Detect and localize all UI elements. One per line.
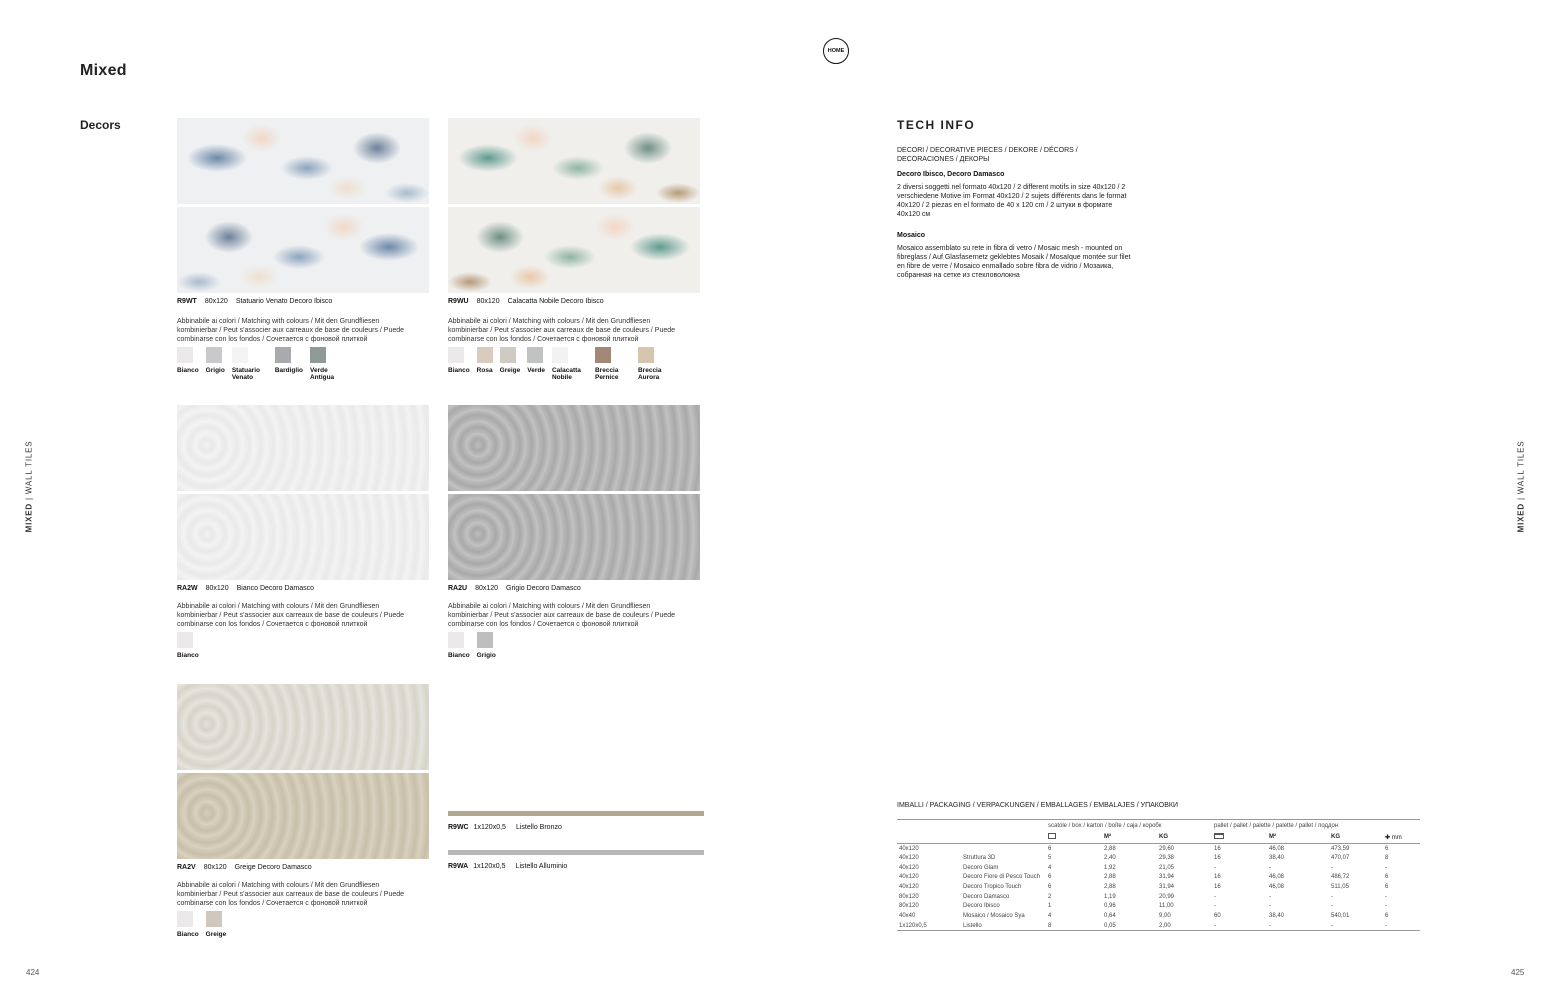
swatch-label: Bianco (448, 367, 470, 374)
tech-category: DECORI / DECORATIVE PIECES / DEKORE / DÉCORS / DECORACIONES / ДЕКОРЫ (897, 147, 1078, 163)
table-cell: - (1269, 903, 1271, 910)
swatch-chip (206, 347, 222, 363)
thickness-icon: ✚ (1385, 834, 1391, 841)
page-number-left: 424 (26, 968, 40, 977)
swatch-label: Bianco (177, 652, 199, 659)
table-cell (961, 844, 1046, 854)
swatch-list (177, 632, 206, 659)
table-cell: 16 (1214, 884, 1221, 891)
product-code-line (177, 585, 314, 592)
table-cell: 6 (1385, 913, 1389, 920)
side-label-rest: | WALL TILES (24, 440, 34, 504)
swatch-list (448, 347, 681, 381)
pallet-icon (1214, 833, 1224, 839)
table-cell: Mosaico / Mosaico Sya (963, 913, 1025, 920)
tile-image (448, 405, 700, 491)
page-title: Mixed (80, 62, 127, 79)
product-card-r9wu (448, 118, 700, 293)
table-cell: 2,00 (1157, 921, 1212, 931)
table-row (897, 873, 1420, 883)
product-size: 80x120 (476, 298, 500, 305)
product-size: 80x120 (475, 585, 499, 592)
color-swatch (552, 347, 588, 381)
product-name: Statuario Venato Decoro Ibisco (235, 298, 333, 305)
swatch-chip (527, 347, 543, 363)
mosaic-heading: Mosaico (897, 232, 926, 239)
tile-image (448, 207, 700, 293)
table-cell: 5 (1048, 855, 1052, 862)
table-cell: - (1267, 921, 1329, 931)
color-swatch (206, 911, 227, 938)
table-cell: - (1331, 893, 1333, 900)
table-cell: 2,88 (1104, 845, 1116, 852)
table-cell: - (1329, 921, 1383, 931)
product-code: RA2U (448, 585, 468, 592)
product-name: Bianco Decoro Damasco (236, 585, 315, 592)
product-card-ra2u (448, 405, 700, 580)
swatch-label: Breccia Aurora (637, 367, 662, 381)
swatch-label: Verde Antigua (309, 367, 335, 381)
product-size: 80x120 (204, 298, 228, 305)
table-cell: Decoro Glam (963, 864, 999, 871)
table-cell: 473,59 (1331, 845, 1350, 852)
col-mm: mm (1391, 834, 1402, 841)
swatch-list (177, 347, 353, 381)
color-swatch (638, 347, 674, 381)
product-code-line (448, 298, 604, 305)
table-cell: Decoro Fiore di Pesco Touch (963, 874, 1040, 881)
table-cell: 29,38 (1159, 855, 1175, 862)
table-cell: 2,88 (1104, 874, 1116, 881)
color-swatch (527, 347, 545, 381)
table-cell: 8 (1385, 855, 1389, 862)
table-cell: - (1269, 893, 1271, 900)
table-cell: Decoro Damasco (963, 893, 1010, 900)
tile-image (448, 118, 700, 204)
product-code-line (448, 585, 581, 592)
table-cell: 29,60 (1159, 845, 1175, 852)
table-cell: 2,88 (1104, 884, 1116, 891)
swatch-label: Grigio (476, 652, 496, 659)
swatch-label: Grigio (205, 367, 225, 374)
tile-image (177, 207, 429, 293)
swatch-label: Statuario Venato (231, 367, 260, 381)
swatch-label: Breccia Pernice (594, 367, 619, 381)
product-name: Grigio Decoro Damasco (506, 585, 581, 592)
product-size: 80x120 (205, 585, 229, 592)
product-code: R9WT (177, 298, 197, 305)
product-size: 80x120 (203, 864, 227, 871)
product-code-line (177, 298, 332, 305)
swatch-chip (177, 347, 193, 363)
table-cell: - (1331, 903, 1333, 910)
table-cell: 1,92 (1104, 864, 1116, 871)
swatch-list (177, 911, 233, 938)
table-cell: 16 (1214, 855, 1221, 862)
swatch-chip (638, 347, 654, 363)
matching-text: Abbinabile ai colori / Matching with colours / Mit den Grundfliesen kombinierbar / Peut s'associer aux carreaux de base de couleurs / Puede combinarse con los fondos / Сочетается с фоновой плиткой (448, 318, 676, 343)
product-name: Listello Bronzo (515, 824, 562, 831)
table-cell: 0,96 (1104, 903, 1116, 910)
table-cell: - (1331, 864, 1333, 871)
color-swatch (177, 347, 199, 381)
listello-code-line (448, 824, 562, 831)
table-row (897, 892, 1420, 902)
table-cell: 80x120 (899, 903, 919, 910)
table-cell: 40x120 (899, 864, 919, 871)
table-cell: 21,05 (1159, 864, 1175, 871)
swatch-label: Bardiglio (274, 367, 303, 374)
product-code: R9WU (448, 298, 469, 305)
product-code: R9WC (448, 824, 469, 831)
col-m2: M² (1267, 832, 1329, 844)
table-cell: - (1383, 921, 1420, 931)
section-subtitle: Decors (80, 118, 121, 132)
swatch-chip (595, 347, 611, 363)
product-card-r9wt (177, 118, 429, 293)
tile-image (177, 773, 429, 859)
color-swatch (477, 632, 496, 659)
tile-image (177, 494, 429, 580)
swatch-chip (448, 347, 464, 363)
side-label-right (1517, 437, 1526, 537)
table-cell: 470,07 (1331, 855, 1350, 862)
color-swatch (275, 347, 303, 381)
product-name: Calacatta Nobile Decoro Ibisco (507, 298, 604, 305)
product-code-line (177, 864, 312, 871)
swatch-chip (206, 911, 222, 927)
color-swatch (500, 347, 521, 381)
matching-text: Abbinabile ai colori / Matching with colours / Mit den Grundfliesen kombinierbar / Peut s'associer aux carreaux de base de couleurs / Puede combinarse con los fondos / Сочетается с фоновой плиткой (177, 603, 405, 628)
table-cell: 4 (1048, 864, 1052, 871)
swatch-label: Bianco (177, 367, 199, 374)
swatch-label: Rosa (476, 367, 493, 374)
box-header: scatole / box / karton / boîte / caja / коробк (1046, 820, 1212, 832)
table-cell: 486,72 (1331, 874, 1350, 881)
table-cell: 6 (1385, 884, 1389, 891)
matching-text: Abbinabile ai colori / Matching with colours / Mit den Grundfliesen kombinierbar / Peut s'associer aux carreaux de base de couleurs / Puede combinarse con los fondos / Сочетается с фоновой плиткой (448, 603, 676, 628)
table-cell: 540,01 (1331, 913, 1350, 920)
table-cell: 20,99 (1159, 893, 1175, 900)
color-swatch (177, 632, 199, 659)
table-cell: Decoro Tropico Touch (963, 884, 1022, 891)
swatch-label: Greige (205, 931, 227, 938)
table-cell: 16 (1214, 845, 1221, 852)
packaging-title: IMBALLI / PACKAGING / VERPACKUNGEN / EMBALLAGES / EMBALAJES / УПАКОВКИ (897, 802, 1179, 809)
table-cell: 2 (1048, 893, 1052, 900)
product-name: Greige Decoro Damasco (234, 864, 312, 871)
table-cell: 46,08 (1269, 845, 1285, 852)
table-cell: - (1385, 864, 1387, 871)
swatch-label: Greige (499, 367, 521, 374)
table-cell: 11,00 (1159, 903, 1174, 910)
side-label-left (25, 437, 34, 537)
table-cell: 8 (1046, 921, 1102, 931)
table-cell: 4 (1048, 913, 1052, 920)
table-cell: 16 (1214, 874, 1221, 881)
page-number-right: 425 (1511, 968, 1525, 977)
table-cell: 40x120 (899, 855, 919, 862)
table-cell: - (1214, 864, 1216, 871)
color-swatch (477, 347, 493, 381)
table-row (897, 844, 1420, 854)
product-card-ra2v (177, 684, 429, 859)
swatch-chip (177, 911, 193, 927)
mosaic-text: Mosaico assemblato su rete in fibra di vetro / Mosaic mesh - mounted on fibreglass / Auf Glasfasernetz geklebtes Mosaik / Mosaïque montée sur filet en fibre de verre / Mosaico enmallado sobre fibra de vidrio / Мозаика, собранная на сетке из стекловолокна (897, 245, 1131, 279)
swatch-chip (310, 347, 326, 363)
table-row (897, 863, 1420, 873)
tile-image (177, 684, 429, 770)
col-kg: KG (1329, 832, 1383, 844)
color-swatch (448, 347, 470, 381)
table-cell: 0,64 (1104, 913, 1116, 920)
table-cell: 6 (1385, 874, 1389, 881)
col-m2: M² (1102, 832, 1157, 844)
color-swatch (206, 347, 225, 381)
table-cell: 6 (1048, 884, 1052, 891)
listello-strip-bronzo (448, 811, 704, 816)
tile-image (177, 118, 429, 204)
table-cell: - (1385, 893, 1387, 900)
table-cell: 40x120 (899, 884, 919, 891)
tile-image (448, 494, 700, 580)
matching-text: Abbinabile ai colori / Matching with colours / Mit den Grundfliesen kombinierbar / Peut s'associer aux carreaux de base de couleurs / Puede combinarse con los fondos / Сочетается с фоновой плиткой (177, 318, 405, 343)
table-cell: - (1269, 864, 1271, 871)
swatch-label: Verde (527, 367, 545, 374)
decor-heading: Decoro Ibisco, Decoro Damasco (897, 171, 1005, 178)
table-cell: 80x120 (899, 893, 919, 900)
product-name: Listello Alluminio (515, 863, 568, 870)
table-cell: 46,08 (1269, 884, 1285, 891)
side-label-rest: | WALL TILES (1516, 440, 1526, 504)
table-cell: 1,19 (1104, 893, 1116, 900)
table-cell: Decoro Ibisco (963, 903, 1000, 910)
table-cell: 0,05 (1102, 921, 1157, 931)
swatch-label: Bianco (177, 931, 199, 938)
table-cell: 40x40 (899, 913, 916, 920)
table-cell: 40x120 (899, 874, 919, 881)
table-cell: - (1212, 921, 1267, 931)
product-card-ra2w (177, 405, 429, 580)
home-button[interactable]: HOME (823, 38, 849, 64)
packaging-table (897, 819, 1420, 931)
tile-image (177, 405, 429, 491)
table-cell: Listello (961, 921, 1046, 931)
table-cell: 511,05 (1331, 884, 1349, 891)
matching-text: Abbinabile ai colori / Matching with colours / Mit den Grundfliesen kombinierbar / Peut s'associer aux carreaux de base de couleurs / Puede combinarse con los fondos / Сочетается с фоновой плиткой (177, 882, 405, 907)
table-cell: 38,40 (1269, 855, 1285, 862)
color-swatch (177, 911, 199, 938)
table-cell: - (1385, 903, 1387, 910)
decor-text: 2 diversi soggetti nel formato 40x120 / 2 different motifs in size 40x120 / 2 verschiedene Motive im Format 40x120 / 2 sujets différents dans le format 40x120 / 2 piezas en el formato de 40 x 120 cm / 2 штуки в формате 40x120 см (897, 184, 1127, 218)
swatch-list (448, 632, 503, 659)
table-cell: 2,40 (1104, 855, 1116, 862)
table-row (897, 911, 1420, 921)
box-icon (1048, 833, 1056, 839)
side-label-bold: MIXED (1516, 503, 1526, 533)
product-code: RA2V (177, 864, 196, 871)
table-cell: 38,40 (1269, 913, 1285, 920)
table-row (897, 882, 1420, 892)
table-cell: 9,00 (1159, 913, 1171, 920)
product-size: 1x120x0,5 (473, 824, 506, 831)
color-swatch (448, 632, 470, 659)
table-cell: 31,94 (1159, 884, 1175, 891)
table-cell: 40x120 (899, 845, 919, 852)
table-cell: - (1214, 893, 1216, 900)
tech-info-title: TECH INFO (897, 118, 976, 132)
swatch-chip (177, 632, 193, 648)
table-cell: 6 (1048, 874, 1052, 881)
color-swatch (310, 347, 346, 381)
table-cell: 46,08 (1269, 874, 1285, 881)
swatch-label: Calacatta Nobile (551, 367, 581, 381)
table-cell: 60 (1214, 913, 1221, 920)
table-header-row (897, 820, 1420, 832)
pallet-header: pallet / pallet / palette / palette / pallet / поддон (1212, 820, 1420, 832)
table-cell: Struttura 3D (963, 855, 996, 862)
swatch-chip (275, 347, 291, 363)
listello-code-line (448, 863, 567, 870)
table-subheader-row (897, 832, 1420, 844)
swatch-chip (500, 347, 516, 363)
side-label-bold: MIXED (24, 503, 34, 533)
table-row (897, 921, 1420, 931)
color-swatch (232, 347, 268, 381)
table-cell: 6 (1048, 845, 1052, 852)
swatch-label: Bianco (448, 652, 470, 659)
table-cell: - (1214, 903, 1216, 910)
product-code: R9WA (448, 863, 469, 870)
swatch-chip (477, 632, 493, 648)
table-cell: 31,94 (1159, 874, 1175, 881)
product-size: 1x120x0,5 (473, 863, 506, 870)
listello-strip-alluminio (448, 850, 704, 855)
swatch-chip (477, 347, 493, 363)
table-row (897, 902, 1420, 912)
swatch-chip (448, 632, 464, 648)
color-swatch (595, 347, 631, 381)
col-kg: KG (1157, 832, 1212, 844)
product-code: RA2W (177, 585, 198, 592)
table-cell: 6 (1385, 845, 1389, 852)
swatch-chip (232, 347, 248, 363)
swatch-chip (552, 347, 568, 363)
table-cell: 1x120x0,5 (897, 921, 961, 931)
table-cell: 1 (1048, 903, 1052, 910)
table-row (897, 853, 1420, 863)
